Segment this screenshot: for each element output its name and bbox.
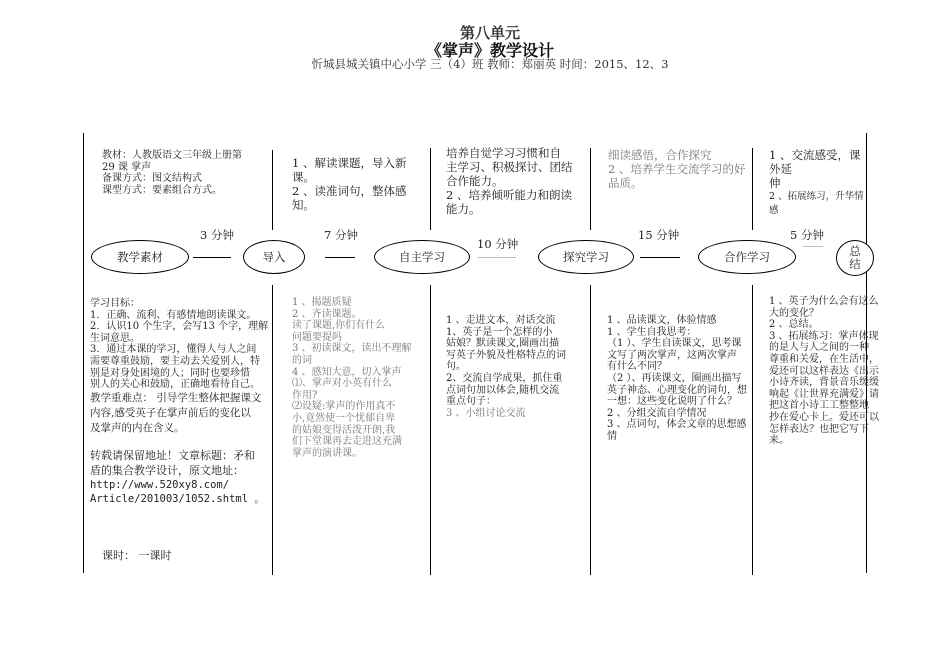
cell-line: 的姑娘变得活泼开朗,我 [292,424,396,436]
lesson-hours: 课时： 一课时 [102,549,172,562]
cell-line: 能力。 [446,202,481,216]
divider-3b [590,285,591,575]
cell-line: 抄在爱心卡上。爱还可以 [769,411,879,423]
bottom-cell-cooperate [769,296,881,447]
cell-line: （2 ）、再读课文，圈画出描写 [607,372,742,384]
cell-line: 2 、拓展练习，升华情感 [769,191,864,216]
cell-line: 的词 [292,354,312,366]
cell-line: 需要尊重鼓励，要主动去关爱别人，特 [90,355,260,367]
cell-line: 句。 [446,361,466,373]
flow-node-intro: 导入 [243,240,305,274]
unit-title: 第八单元 [459,24,520,42]
cell-line: 1 、揭题质疑 [292,297,352,308]
bottom-cell-intro [292,297,427,459]
cell-line: 读了课题,你们有什么 [292,320,386,332]
cell-line: 1 、学生自我思考： [607,326,697,338]
cell-line: 主学习、积极探讨、团结 [446,160,573,174]
cell-line: 姑娘？默读课文,圈画出描 [446,338,560,350]
divider-2b [430,285,431,575]
cell-line: 生词意思。 [90,332,140,344]
bottom-cell-explore [607,315,752,443]
divider-4b [752,285,753,575]
cell-line: 课。 [292,170,315,184]
cell-line: http://www.520xy8.com/ [90,478,230,491]
cell-line: 来。 [769,435,789,447]
cell-line: 有什么不同？ [607,361,667,373]
cell-line: 英子神态、心理变化的词句，想 [607,384,747,396]
divider-1b [272,285,273,575]
cell-line: 盾的集合教学设计，原文地址： [90,463,244,477]
cell-line: 3 、拓展练习：掌声体现 [769,330,879,342]
cell-line: 合作能力。 [446,174,504,188]
cell-line: 1 、走进文本，对话交流 [446,315,556,326]
cell-line: 文写了两次掌声，这两次掌声 [607,349,737,361]
cell-line: 2 、培养倾听能力和朗读 [446,188,572,202]
divider-3 [590,148,591,230]
cell-line: 一想：这些变化说明了什么？ [607,396,737,408]
cell-line: （1 ）、学生自读课文，思考课 [607,338,742,350]
flow-connector [640,257,680,258]
cell-line: 2 、总结。 [769,319,819,331]
cell-line: 课型方式：要素组合方式。 [102,184,222,196]
cell-line [90,436,270,448]
top-cell-cooperate [769,148,869,218]
time-label-4: 15 分钟 [638,228,680,242]
flow-node-self-study: 自主学习 [374,240,470,274]
page-title: 《掌声》教学设计 [425,41,554,60]
divider-4 [752,148,753,230]
cell-line: 点词句加以体会,随机交流 [446,384,560,396]
cell-line: ⑵设疑:掌声的作用真不 [292,401,396,413]
cell-line: 写英子外貌及性格特点的词 [446,349,566,361]
cell-line: 及掌声的内在含义。 [90,421,185,434]
cell-line: 1 、解读课题，导入新 [292,156,407,170]
cell-line: 的是人与人之间的一种 [769,342,869,354]
cell-line: 2 、分组交流自学情况 [607,407,707,419]
top-cell-self-study [446,146,586,216]
cell-line: 培养自觉学习习惯和自 [446,146,561,160]
cell-line: 伸 [769,176,781,190]
cell-line: 2、交流自学成果，抓住重 [446,372,563,384]
divider-2 [430,148,431,230]
cell-line: 29 课 掌声 [102,161,152,173]
cell-line: 2 、齐读课题。 [292,308,362,320]
cell-line: ⑴、掌声对小英有什么 [292,378,392,390]
top-cell-explore [608,148,750,190]
cell-line: 转载请保留地址！文章标题：矛和 [90,448,255,462]
cell-line: 4 、感知大意，切入掌声 [292,366,402,378]
cell-line: 情 [607,430,617,442]
bottom-cell-self-study [446,315,588,419]
time-label-3: 10 分钟 [477,237,519,251]
cell-line: 备课方式：图文结构式 [102,173,202,184]
divider-1 [272,150,273,230]
cell-line: 1 、交流感受，课外延 [769,148,861,176]
flow-node-explore: 探究学习 [538,240,634,274]
summary-label: 总结 [849,244,861,271]
cell-line: 教学重难点： 引导学生整体把握课文 [90,391,262,404]
cell-line: 作用? [292,389,318,401]
cell-line: 1 、品读课文，体验情感 [607,315,717,326]
cell-line: 1、英子是一个怎样的小 [446,326,553,338]
time-label-1: 3 分钟 [200,228,234,242]
page-subtitle: 忻城县城关镇中心小学 三（4）班 教师：郑丽英 时间：2015、12、3 [311,57,669,71]
flow-node-cooperate: 合作学习 [698,240,796,274]
cell-line: 把这首小诗工工整整地 [769,400,869,412]
time-label-5: 5 分钟 [790,228,824,242]
time-label-2: 7 分钟 [324,228,358,242]
flow-connector [803,246,823,247]
top-cell-intro [292,156,422,212]
flow-connector [478,257,516,258]
flow-node-material: 教学素材 [91,240,189,274]
cell-line: 1．正确、流利、有感情地朗读课文。 [90,309,257,321]
flow-node-summary [836,240,874,276]
cell-line: 3 、初读课文，读出不理解 [292,343,412,355]
cell-line: 教材：人教版语文三年级上册第 [102,150,242,161]
cell-line: 怎样表达？也把它写下 [769,423,869,435]
cell-line: 内容,感受英子在掌声前后的变化以 [90,406,251,419]
top-cell-material [102,150,267,196]
flow-connector [325,257,355,258]
cell-line: 们下堂课再去走进这充满 [292,436,402,448]
divider-left [83,133,84,573]
flow-connector [193,257,231,258]
cell-line: 知。 [292,198,315,212]
cell-line: 3．通过本课的学习，懂得人与人之间 [90,344,257,356]
cell-line: 掌声的演讲课。 [292,447,362,459]
cell-line: 3 、小组讨论交流 [446,407,526,419]
cell-line: 学习目标： [90,298,140,309]
cell-line: 细读感悟，合作探究 [608,148,712,162]
bottom-cell-goals [90,298,270,506]
cell-line: 2．认识10 个生字，会写13 个字，理解 [90,321,269,333]
cell-line: 小,竟然使一个忧郁自卑 [292,412,396,424]
cell-line: 响起《让世界充满爱》请 [769,388,879,400]
cell-line: 2 、培养学生交流学习的好 [608,162,746,176]
cell-line: 问题要提吗 [292,331,342,343]
cell-line: 小诗齐读，背景音乐缓缓 [769,377,879,389]
cell-line: 爱还可以这样表达《出示 [769,365,879,377]
cell-line: 1 、英子为什么会有这么 [769,296,879,307]
cell-line: 别是对身处困境的人；同时也要珍惜 [90,367,250,379]
cell-line: 2 、读准词句，整体感 [292,184,407,198]
cell-line: 重点句子： [446,396,496,408]
cell-line: 大的变化？ [769,307,819,319]
cell-line: Article/201003/1052.shtml 。 [90,492,265,505]
cell-line: 尊重和关爱，在生活中， [769,353,879,365]
cell-line: 3 、点词句，体会文章的思想感 [607,419,747,431]
cell-line: 品质。 [608,176,643,190]
cell-line: 别人的关心和鼓励，正确地看待自己。 [90,379,260,391]
